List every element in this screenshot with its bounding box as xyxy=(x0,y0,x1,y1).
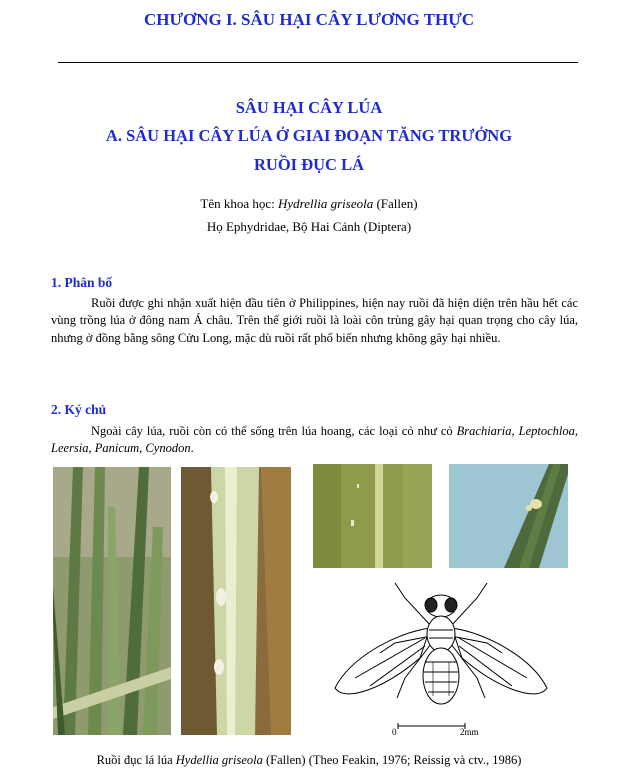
figure-caption xyxy=(0,753,618,768)
section-2-title: 2. Ký chủ xyxy=(51,402,107,417)
caption-suffix: (Fallen) (Theo Feakin, 1976; Reissig và ctv., 1986) xyxy=(262,753,522,767)
section-1-title: 1. Phân bố xyxy=(51,275,113,290)
divider-rule xyxy=(58,62,578,63)
heading-growth-stage: A. SÂU HẠI CÂY LÚA Ở GIAI ĐOẠN TĂNG TRƯỞNG xyxy=(105,126,513,145)
scale-zero-label: 0 xyxy=(392,727,397,737)
scientific-suffix: (Fallen) xyxy=(373,196,418,211)
section-2-genera: Brachiaria, Leptochloa, Leersia, Panicum, Cynodon xyxy=(51,424,578,456)
family-line: Họ Ephydridae, Bộ Hai Cánh (Diptera) xyxy=(206,219,412,234)
photo-damaged-leaf xyxy=(181,467,291,735)
scientific-name: Hydrellia griseola xyxy=(278,196,374,211)
photo-larva-on-leaf xyxy=(449,464,568,568)
scale-2mm-label: 2mm xyxy=(460,727,479,737)
fly-illustration xyxy=(325,578,557,738)
section-1-text: Ruồi được ghi nhận xuất hiện đầu tiên ở Philippines, hiện nay ruồi đã hiện diện trên hầu hết các vùng trồng lúa ở đông nam Á châu. Trên thế giới ruồi là loài côn trùng gây hại quan trọng cho cây lúa, nhưng ở đồng bằng sông Cửu Long, mặc dù ruồi rất phổ biến nhưng không gây hại nhiều. xyxy=(51,296,578,345)
chapter-title: CHƯƠNG I. SÂU HẠI CÂY LƯƠNG THỰC xyxy=(143,10,475,29)
section-1-paragraph xyxy=(51,295,578,347)
scientific-name-line xyxy=(0,196,618,212)
heading-pest-rice: SÂU HẠI CÂY LÚA xyxy=(235,98,383,117)
heading-leaf-miner: RUỒI ĐỤC LÁ xyxy=(253,155,364,174)
caption-name: Hydellia griseola xyxy=(175,753,263,767)
photo-leaf-damage-marks xyxy=(313,464,432,568)
caption-prefix: Ruồi đục lá lúa xyxy=(96,753,176,767)
section-2-paragraph xyxy=(51,423,578,458)
section-2-end: . xyxy=(190,441,194,456)
scientific-prefix: Tên khoa học: xyxy=(200,196,278,211)
photo-rice-leaves xyxy=(53,467,171,735)
section-2-text: Ngoài cây lúa, ruồi còn có thể sống trên lúa hoang, các loại cỏ như cỏ xyxy=(91,424,457,438)
